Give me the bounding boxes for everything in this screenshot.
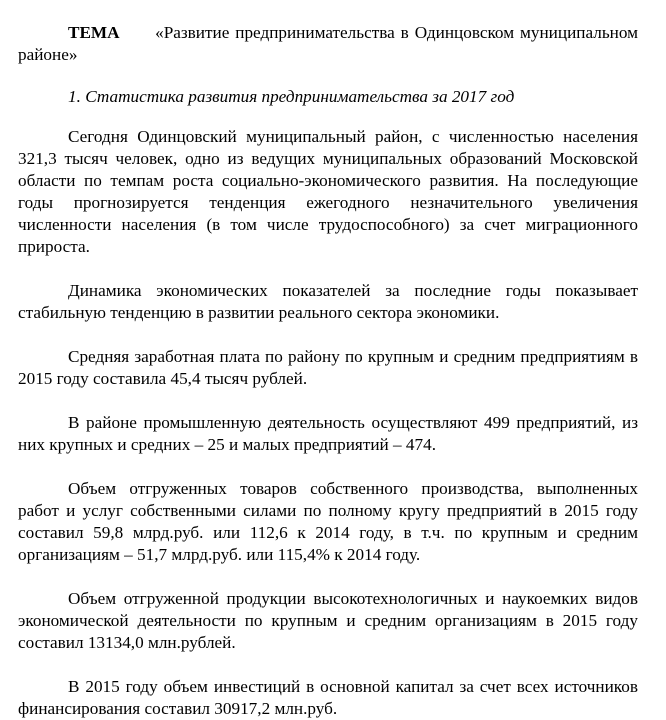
paragraph: Объем отгруженных товаров собственного производства, выполненных работ и услуг собственными силами по полному кругу предприятий в 2015 году составил 59,8 млрд.руб. или 112,6 к 2014 году, в т.ч. по крупным и средним организациям – 51,7 млрд.руб. или 115,4% к 2014 году. [18, 479, 638, 564]
title-label: ТЕМА [68, 23, 120, 42]
paragraph: Средняя заработная плата по району по крупным и средним предприятиям в 2015 году составила 45,4 тысяч рублей. [18, 347, 638, 388]
title-text: «Развитие предпринимательства в Одинцовском муниципальном районе» [18, 23, 638, 64]
document-title [18, 22, 638, 66]
section-heading: 1. Статистика развития предпринимательства за 2017 год [68, 87, 515, 106]
paragraph: Динамика экономических показателей за последние годы показывает стабильную тенденцию в развитии реального сектора экономики. [18, 281, 638, 322]
paragraph: В 2015 году объем инвестиций в основной капитал за счет всех источников финансирования составил 30917,2 млн.руб. [18, 677, 638, 718]
paragraph: Объем отгруженной продукции высокотехнологичных и наукоемких видов экономической деятельности по крупным и средним организациям в 2015 году составил 13134,0 млн.рублей. [18, 589, 638, 652]
document-page [18, 22, 638, 720]
paragraph: В районе промышленную деятельность осуществляют 499 предприятий, из них крупных и средних – 25 и малых предприятий – 474. [18, 413, 638, 454]
paragraph: Сегодня Одинцовский муниципальный район, с численностью населения 321,3 тысяч человек, одно из ведущих муниципальных образований Московской области по темпам роста социально-экономического развития. На последующие годы прогнозируется тенденция ежегодного незначительного увеличения численности населения (в том числе трудоспособного) за счет миграционного прироста. [18, 127, 638, 256]
